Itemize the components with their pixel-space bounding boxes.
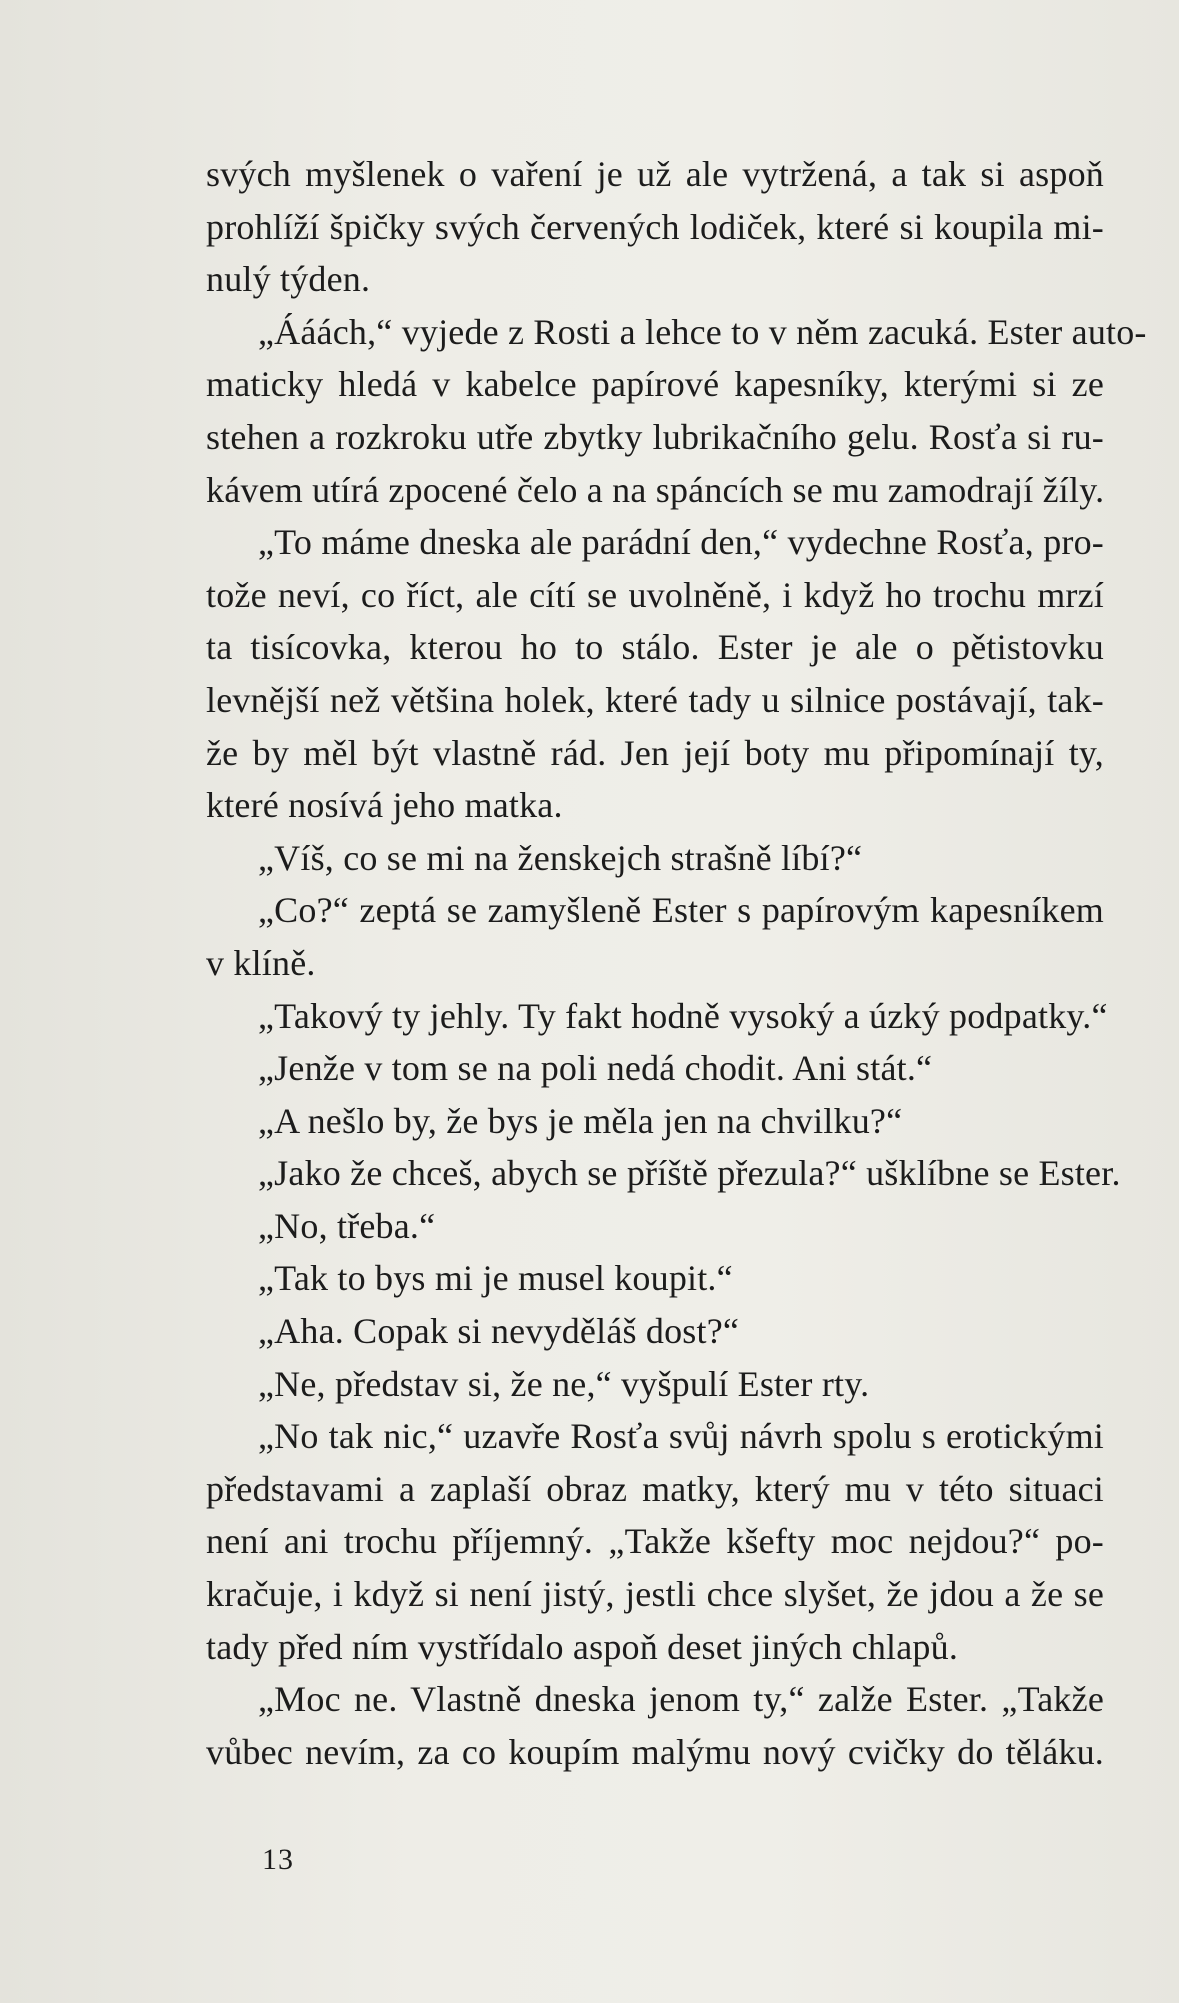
text-line: prohlíží špičky svých červených lodiček, které si koupila mi- <box>206 206 1104 247</box>
text-line: stehen a rozkroku utře zbytky lubrikačního gelu. Rosťa si ru- <box>206 416 1104 457</box>
text-line: kávem utírá zpocené čelo a na spáncích se mu zamodrají žíly. <box>206 469 1105 510</box>
text-line: „Víš, co se mi na ženskejch strašně líbí?“ <box>258 837 863 878</box>
text-line: kračuje, i když si není jistý, jestli chce slyšet, že jdou a že se <box>206 1574 1104 1615</box>
text-line: ta tisícovka, kterou ho to stálo. Ester je ale o pětistovku <box>206 627 1104 668</box>
text-line: v klíně. <box>206 942 316 983</box>
body-text <box>206 148 1147 1778</box>
text-line: „Tak to bys mi je musel koupit.“ <box>258 1258 733 1299</box>
text-line: představami a zaplaší obraz matky, který mu v této situaci <box>206 1468 1104 1509</box>
text-line: „A nešlo by, že bys je měla jen na chvilku?“ <box>258 1100 903 1141</box>
text-line: které nosívá jeho matka. <box>206 785 563 826</box>
text-line: „Co?“ zeptá se zamyšleně Ester s papírovým kapesníkem <box>258 890 1104 931</box>
text-line: tady před ním vystřídalo aspoň deset jiných chlapů. <box>206 1626 959 1667</box>
text-line: vůbec nevím, za co koupím malýmu nový cvičky do těláku. <box>206 1731 1104 1772</box>
page-number: 13 <box>262 1843 294 1876</box>
text-line: „Aha. Copak si nevyděláš dost?“ <box>258 1311 740 1352</box>
text-line: „Jako že chceš, abych se příště přezula?“ ušklíbne se Ester. <box>258 1153 1121 1194</box>
text-line: levnější než většina holek, které tady u silnice postávají, tak- <box>206 679 1104 720</box>
text-line: „No tak nic,“ uzavře Rosťa svůj návrh spolu s erotickými <box>258 1416 1104 1457</box>
text-line: maticky hledá v kabelce papírové kapesníky, kterými si ze <box>206 364 1104 405</box>
text-line: tože neví, co říct, ale cítí se uvolněně, i když ho trochu mrzí <box>206 574 1104 615</box>
text-line: „No, třeba.“ <box>258 1205 436 1246</box>
text-line: není ani trochu příjemný. „Takže kšefty moc nejdou?“ po- <box>206 1521 1104 1562</box>
text-line: nulý týden. <box>206 259 371 300</box>
text-line: že by měl být vlastně rád. Jen její boty mu připomínají ty, <box>206 732 1104 773</box>
text-line: svých myšlenek o vaření je už ale vytržená, a tak si aspoň <box>206 154 1104 194</box>
text-line: „Ááách,“ vyjede z Rosti a lehce to v něm zacuká. Ester auto- <box>258 311 1147 352</box>
text-line: „Jenže v tom se na poli nedá chodit. Ani stát.“ <box>258 1048 933 1089</box>
text-line: „To máme dneska ale parádní den,“ vydechne Rosťa, pro- <box>258 522 1104 563</box>
text-line: „Ne, představ si, že ne,“ vyšpulí Ester rty. <box>258 1363 870 1404</box>
text-line: „Takový ty jehly. Ty fakt hodně vysoký a úzký podpatky.“ <box>258 995 1108 1036</box>
text-line: „Moc ne. Vlastně dneska jenom ty,“ zalže Ester. „Takže <box>258 1679 1104 1720</box>
